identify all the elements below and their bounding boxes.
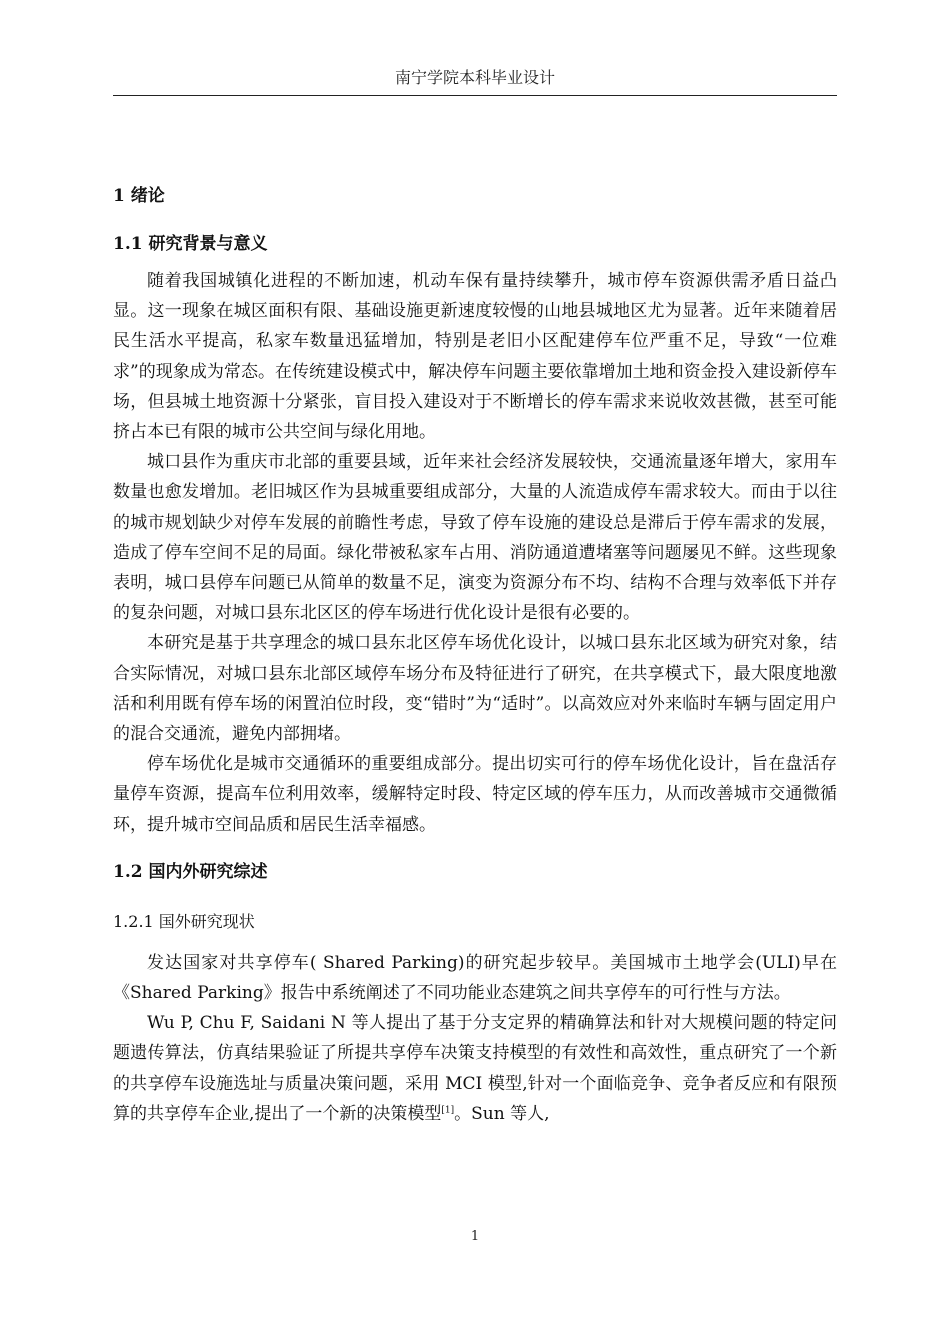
paragraph: 随着我国城镇化进程的不断加速，机动车保有量持续攀升，城市停车资源供需矛盾日益凸显。这一现象在城区面积有限、基础设施更新速度较慢的山地县城地区尤为显著。近年来随着居民生活水平提高，私家车数量迅猛增加，特别是老旧小区配建停车位严重不足，导致“一位难求”的现象成为常态。在传统建设模式中，解决停车问题主要依靠增加土地和资金投入建设新停车场，但县城土地资源十分紧张，盲目投入建设对于不断增长的停车需求来说收效甚微，甚至可能挤占本已有限的城市公共空间与绿化用地。 <box>113 271 837 443</box>
page-number: 1 <box>470 1229 480 1244</box>
citation-marker[interactable]: [1] <box>441 1105 455 1116</box>
paragraph: 城口县作为重庆市北部的重要县域，近年来社会经济发展较快，交通流量逐年增大，家用车数量也愈发增加。老旧城区作为县城重要组成部分，大量的人流造成停车需求较大。而由于以往的城市规划缺少对停车发展的前瞻性考虑，导致了停车设施的建设总是滞后于停车需求的发展，造成了停车空间不足的局面。绿化带被私家车占用、消防通道遭堵塞等问题屡见不鲜。这些现象表明，城口县停车问题已从简单的数量不足，演变为资源分布不均、结构不合理与效率低下并存的复杂问题，对城口县东北区区的停车场进行优化设计是很有必要的。 <box>113 452 837 624</box>
running-header: 南宁学院本科毕业设计 <box>394 68 555 87</box>
paragraph: 停车场优化是城市交通循环的重要组成部分。提出切实可行的停车场优化设计，旨在盘活存量停车资源，提高车位利用效率，缓解特定时段、特定区域的停车压力，从而改善城市交通微循环，提升城市空间品质和居民生活幸福感。 <box>113 754 837 835</box>
header-rule <box>113 95 837 96</box>
section-title-1-2: 1.2 国内外研究综述 <box>113 861 268 882</box>
paragraph-text-continued: 。Sun 等人, <box>454 1103 550 1124</box>
subsection-title-1-2-1: 1.2.1 国外研究现状 <box>113 911 255 931</box>
chapter-title: 1 绪论 <box>113 186 165 206</box>
page-body <box>113 178 837 1129</box>
paragraph-with-citation <box>113 1008 837 1129</box>
paragraph: 发达国家对共享停车( Shared Parking)的研究起步较早。美国城市土地学会(ULI)早在《Shared Parking》报告中系统阐述了不同功能业态建筑之间共享停车的可行性与方法。 <box>113 952 837 1004</box>
paragraph-text: Wu P, Chu F, Saidani N 等人提出了基于分支定界的精确算法和针对大规模问题的特定问题遗传算法，仿真结果验证了所提共享停车决策支持模型的有效性和高效性，重点研究了一个新的共享停车设施选址与质量决策问题，采用 MCI 模型,针对一个面临竞争、竞争者反应和有限预算的共享停车企业,提出了一个新的决策模型 <box>113 1013 837 1124</box>
paragraph: 本研究是基于共享理念的城口县东北区停车场优化设计，以城口县东北区域为研究对象，结合实际情况，对城口县东北部区域停车场分布及特征进行了研究，在共享模式下，最大限度地激活和利用既有停车场的闲置泊位时段，变“错时”为“适时”。以高效应对外来临时车辆与固定用户的混合交通流，避免内部拥堵。 <box>113 633 837 745</box>
section-title-1-1: 1.1 研究背景与意义 <box>113 234 268 254</box>
